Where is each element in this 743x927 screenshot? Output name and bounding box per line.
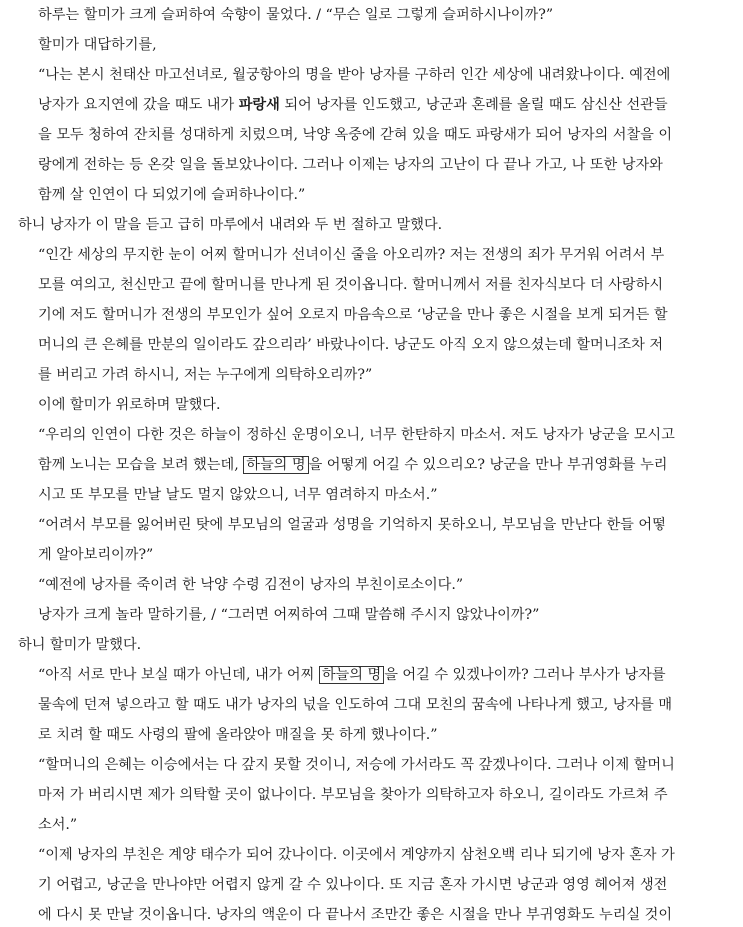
text-segment: 낭자가 크게 놀라 말하기를, / “그러면 어찌하여 그때 말씀해 주시지 않았나이까?” [38, 607, 540, 623]
text-line [38, 95, 733, 115]
text-segment: “아직 서로 만나 보실 때가 아닌데, 내가 어찌 [38, 667, 319, 683]
text-line [38, 305, 733, 325]
text-line [38, 125, 733, 145]
text-segment: “우리의 인연이 다한 것은 하늘이 정하신 운명이오니, 너무 한탄하지 마소서. 저도 낭자가 낭군을 모시고 [38, 427, 675, 443]
text-segment: “예전에 낭자를 죽이려 한 낙양 수령 김전이 낭자의 부친이로소이다.” [38, 577, 464, 593]
text-segment: “나는 본시 천태산 마고선녀로, 월궁항아의 명을 받아 낭자를 구하러 인간 세상에 내려왔나이다. 예전에 [38, 67, 671, 83]
text-line [38, 275, 733, 295]
text-segment: “인간 세상의 무지한 눈이 어찌 할머니가 선녀이신 줄을 아오리까? 저는 전생의 죄가 무거워 어려서 부 [38, 247, 665, 263]
text-segment: 랑에게 전하는 등 온갖 일을 돌보았나이다. 그러나 이제는 낭자의 고난이 다 끝나 가고, 나 또한 낭자와 [38, 157, 663, 173]
text-segment: 시고 또 부모를 만날 날도 멀지 않았으니, 너무 염려하지 마소서.” [38, 487, 438, 503]
text-segment: 되어 낭자를 인도했고, 낭군과 혼례를 올릴 때도 삼신산 선관들 [279, 97, 668, 113]
text-line [38, 665, 733, 685]
text-segment: 이에 할미가 위로하며 말했다. [38, 397, 221, 413]
text-line [38, 575, 733, 595]
text-line [38, 155, 733, 175]
text-segment: 로 치려 할 때도 사령의 팔에 올라앉아 매질을 못 하게 했나이다.” [38, 727, 438, 743]
text-line [38, 485, 733, 505]
text-line [38, 395, 733, 415]
text-segment: 하니 낭자가 이 말을 듣고 급히 마루에서 내려와 두 번 절하고 말했다. [18, 217, 443, 233]
text-line [18, 635, 733, 655]
text-segment: 하니 할미가 말했다. [18, 637, 142, 653]
text-segment: 함께 노니는 모습을 보려 했는데, [38, 457, 244, 473]
text-line [38, 425, 733, 445]
text-line [38, 725, 733, 745]
text-line [38, 605, 733, 625]
highlighted-term: 파랑새 [238, 97, 280, 113]
text-line [38, 335, 733, 355]
text-segment: 기 어렵고, 낭군을 만나야만 어렵지 않게 갈 수 있나이다. 또 지금 혼자 가시면 낭군과 영영 헤어져 생전 [38, 877, 668, 893]
text-segment: 하루는 할미가 크게 슬퍼하여 숙향이 물었다. / “무슨 일로 그렇게 슬퍼하시나이까?” [38, 7, 554, 23]
text-segment: 머니의 큰 은혜를 만분의 일이라도 갚으리라’ 바랐나이다. 낭군도 아직 오지 않으셨는데 할머니조차 저 [38, 337, 664, 353]
text-line [38, 845, 733, 865]
text-line [38, 875, 733, 895]
text-segment: 마저 가 버리시면 제가 의탁할 곳이 없나이다. 부모님을 찾아가 의탁하고자 하오니, 길이라도 가르쳐 주 [38, 787, 668, 803]
text-segment: “이제 낭자의 부친은 계양 태수가 되어 갔나이다. 이곳에서 계양까지 삼천오백 리나 되기에 낭자 혼자 가 [38, 847, 675, 863]
boxed-term: 하늘의 명 [319, 666, 384, 684]
text-line [38, 365, 733, 385]
text-segment: “어려서 부모를 잃어버린 탓에 부모님의 얼굴과 성명을 기억하지 못하오니, 부모님을 만난다 한들 어떻 [38, 517, 666, 533]
text-segment: 소서.” [38, 817, 78, 833]
boxed-term: 하늘의 명 [243, 456, 308, 474]
text-line [38, 815, 733, 835]
text-line [38, 545, 733, 565]
text-segment: 모를 여의고, 천신만고 끝에 할머니를 만나게 된 것이옵니다. 할머니께서 저를 친자식보다 더 사랑하시 [38, 277, 664, 293]
text-segment: 을 어떻게 어길 수 있으리오? 낭군을 만나 부귀영화를 누리 [308, 457, 668, 473]
text-segment: 기에 저도 할머니가 전생의 부모인가 싶어 오로지 마음속으로 ‘낭군을 만나 좋은 시절을 보게 되거든 할 [38, 307, 668, 323]
text-line [38, 695, 733, 715]
text-segment: 낭자가 요지연에 갔을 때도 내가 [38, 97, 239, 113]
text-line [38, 185, 733, 205]
text-line [38, 65, 733, 85]
text-segment: 물속에 던져 넣으라고 할 때도 내가 낭자의 넋을 인도하여 그대 모친의 꿈속에 나타나게 했고, 낭자를 매 [38, 697, 673, 713]
text-line [38, 245, 733, 265]
text-line [38, 785, 733, 805]
text-line [38, 515, 733, 535]
text-segment: 을 어길 수 있겠나이까? 그러나 부사가 낭자를 [384, 667, 666, 683]
text-segment: 할미가 대답하기를, [38, 37, 157, 53]
text-line [38, 35, 733, 55]
text-line [38, 5, 733, 25]
text-segment: 를 버리고 가려 하시니, 저는 누구에게 의탁하오리까?” [38, 367, 373, 383]
text-segment: 게 알아보리이까?” [38, 547, 154, 563]
text-segment: 에 다시 못 만날 것이옵니다. 낭자의 액운이 다 끝나서 조만간 좋은 시절을 만나 부귀영화도 누리실 것이 [38, 907, 673, 923]
text-segment: 을 모두 청하여 잔치를 성대하게 치렀으며, 낙양 옥중에 갇혀 있을 때도 파랑새가 되어 낭자의 서찰을 이 [38, 127, 673, 143]
text-segment: 함께 살 인연이 다 되었기에 슬퍼하나이다.” [38, 187, 306, 203]
text-line [18, 215, 733, 235]
text-line [38, 755, 733, 775]
text-line [38, 905, 733, 925]
text-line [38, 455, 733, 475]
text-segment: “할머니의 은혜는 이승에서는 다 갚지 못할 것이니, 저승에 가서라도 꼭 갚겠나이다. 그러나 이제 할머니 [38, 757, 675, 773]
